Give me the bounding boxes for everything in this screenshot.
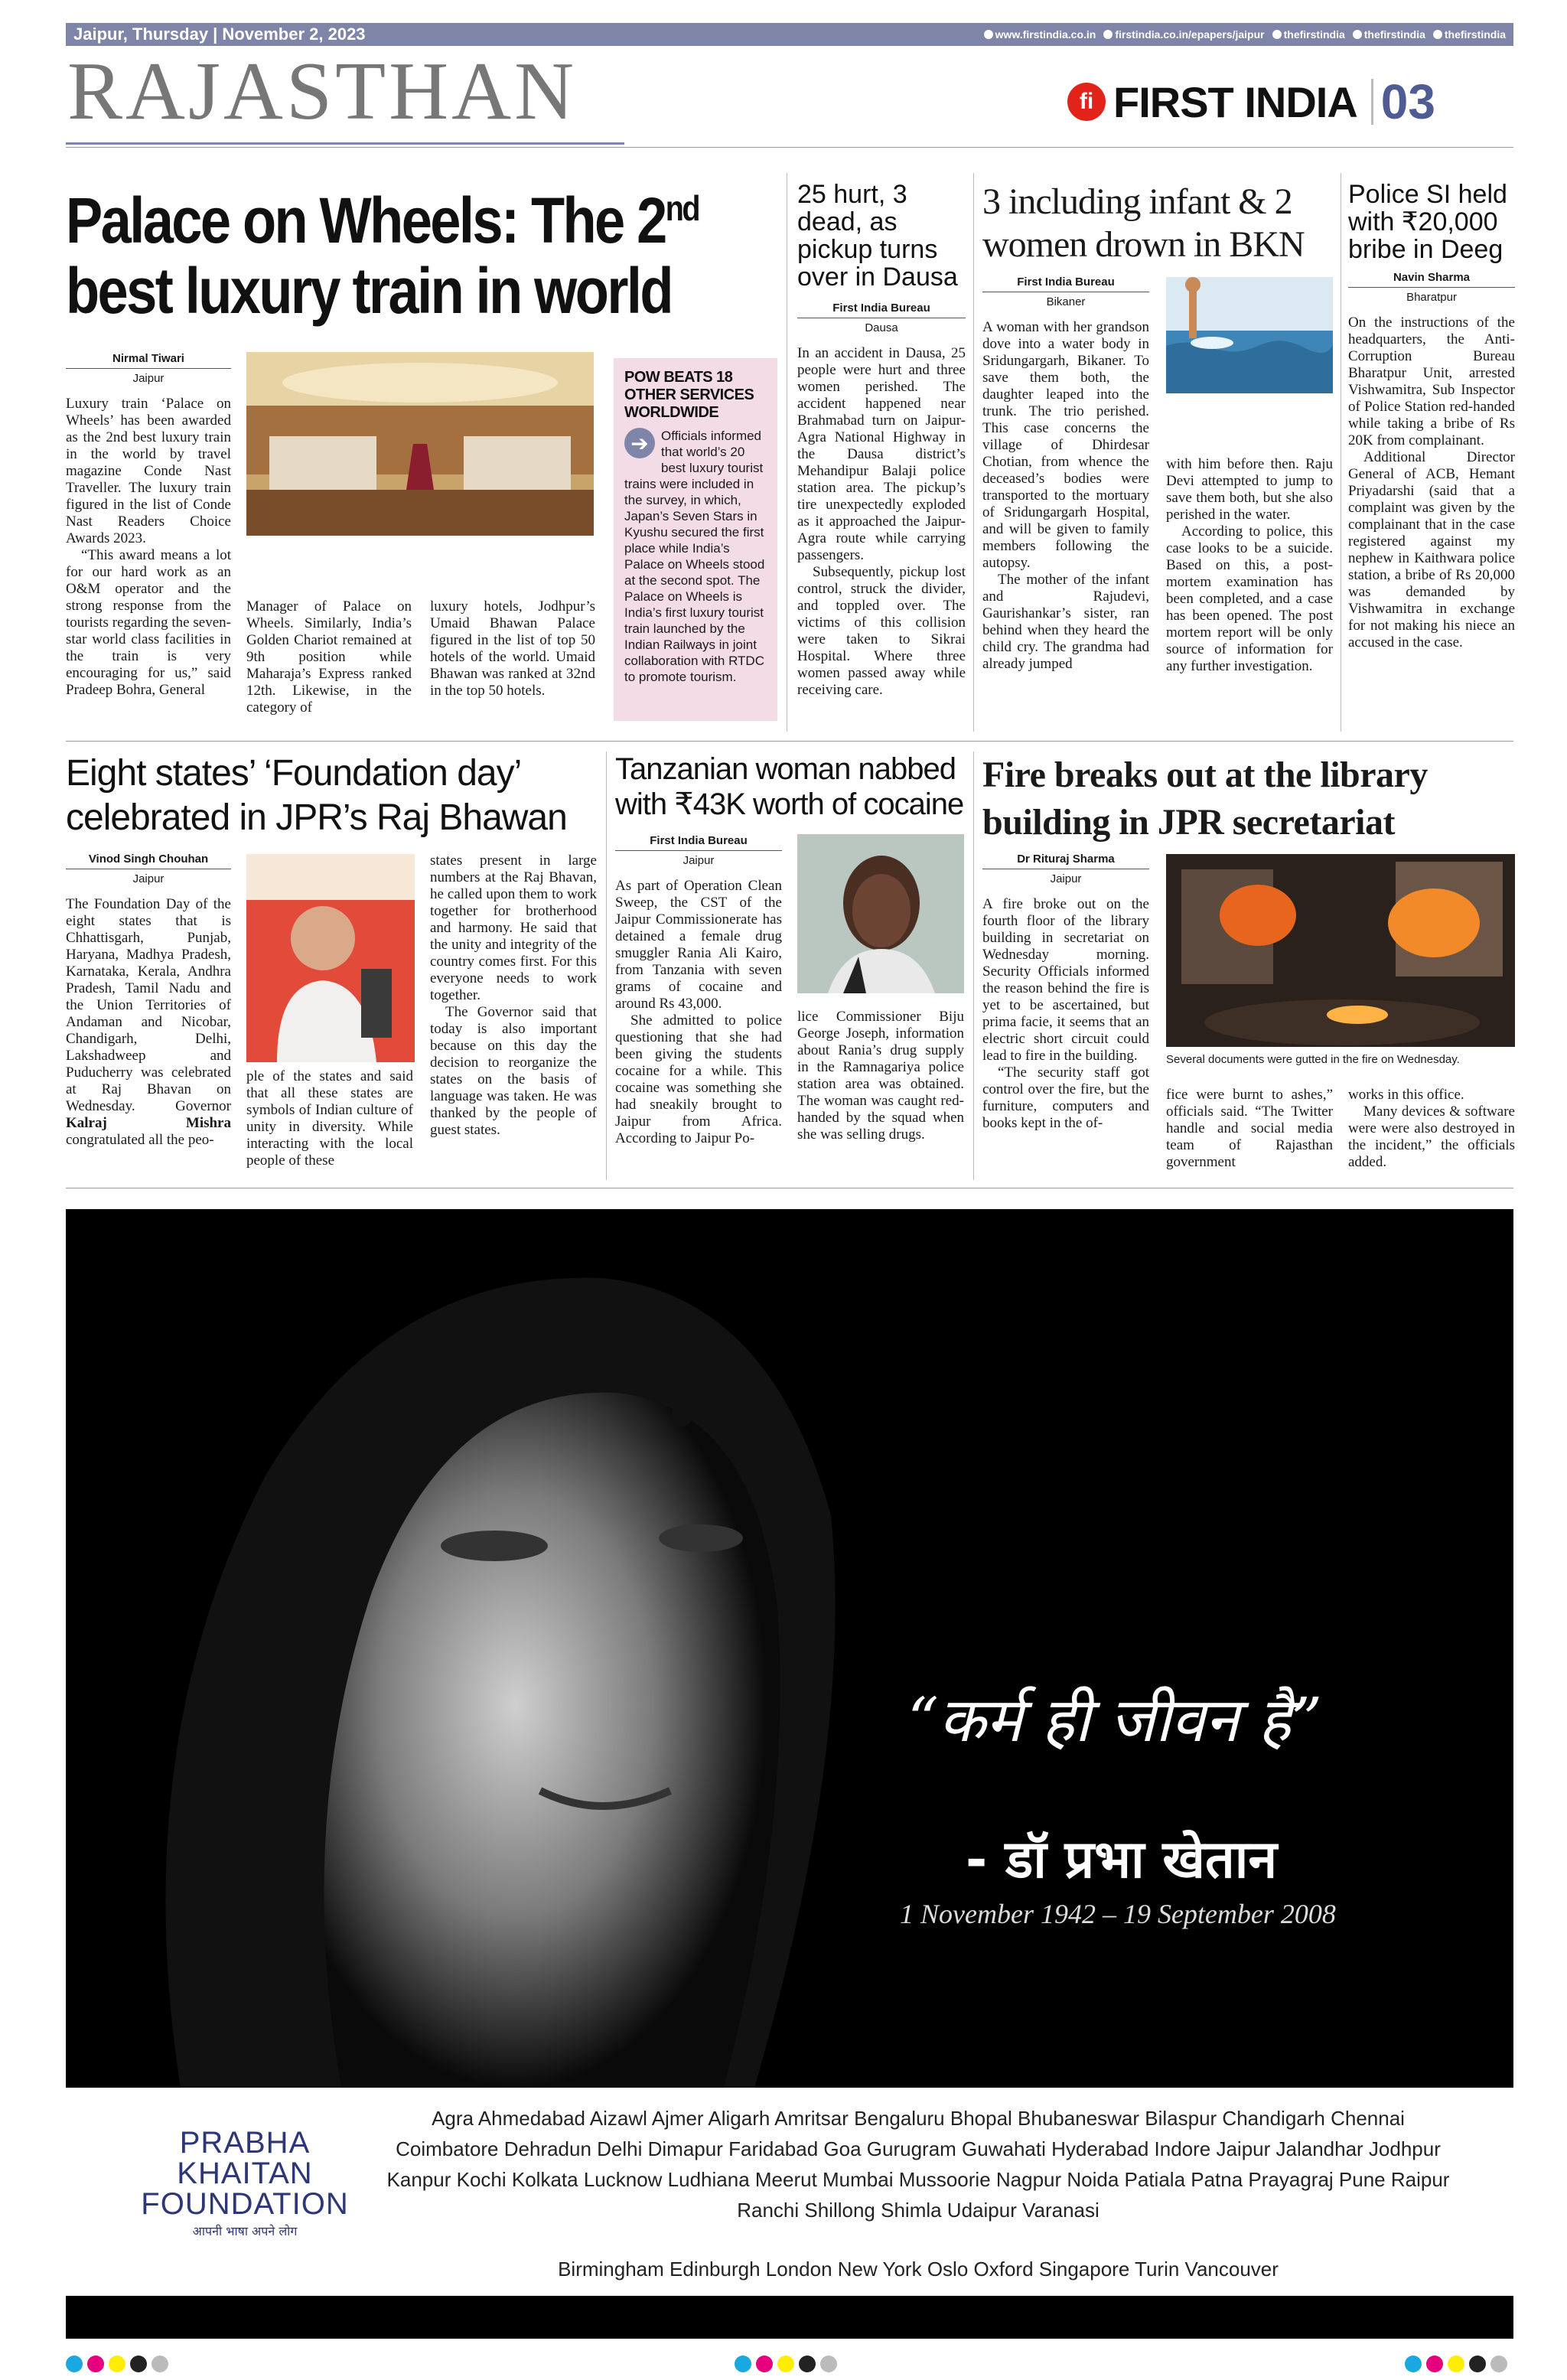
accused-photo xyxy=(797,834,964,993)
palace-column-2 xyxy=(246,598,412,716)
logo-line-3: FOUNDATION xyxy=(141,2187,349,2221)
top-bar xyxy=(66,23,1513,46)
article-deeg xyxy=(1348,181,1515,651)
yellow-dot xyxy=(109,2356,125,2372)
byline: Navin Sharma xyxy=(1348,271,1515,288)
cyan-dot xyxy=(1405,2356,1422,2372)
yellow-dot xyxy=(1448,2356,1464,2372)
registration-marks-right xyxy=(1405,2356,1507,2372)
row-divider xyxy=(66,741,1513,742)
registration-marks-center xyxy=(735,2356,837,2372)
byline: Dr Rituraj Sharma xyxy=(982,853,1149,869)
foundation-column-3 xyxy=(430,853,597,1139)
globe-icon xyxy=(984,30,993,39)
black-dot xyxy=(799,2356,816,2372)
brand-name: FIRST INDIA xyxy=(1113,77,1357,126)
dateline: Jaipur xyxy=(1050,872,1082,885)
article-headline: Police SI held with ₹20,000 bribe in Deeg xyxy=(1348,180,1507,264)
info-box-pow xyxy=(614,358,777,721)
dateline: Bharatpur xyxy=(1406,291,1457,304)
article-body: The Foundation Day of the eight states that is Chhattisgarh, Punjab, Haryana, Madhya Pradesh, Karnataka, Kerala, Andhra Pradesh, Tamil Nadu and the Union Territories of Andaman and Nicobar, Chandigarh, Delhi, Lakshadweep and Puducherry was celebrated at Raj Bhavan on Wednesday. Governor Kalraj Mishra congratulated all the peo- xyxy=(66,896,231,1148)
india-cities-list: Agra Ahmedabad Aizawl Ajmer Aligarh Amritsar Bengaluru Bhopal Bhubaneswar Bilaspur Chandigarh Chennai Coimbatore Dehradun Delhi Dimapur Faridabad Goa Gurugram Guwahati Hyderabad Indore Jaipur Jalandhar Jodhpur Kanpur Kochi Kolkata Lucknow Ludhiana Meerut Mumbai Mussoorie Nagpur Noida Patiala Patna Prayagraj Pune Raipur Ranchi Shillong Shimla Udaipur Varanasi xyxy=(386,2107,1450,2222)
dateline: Jaipur xyxy=(683,854,715,867)
fire-column-1 xyxy=(982,853,1149,1132)
edition-dateline: Jaipur, Thursday | November 2, 2023 xyxy=(73,24,366,44)
social-links xyxy=(984,28,1506,41)
palace-column-3 xyxy=(430,598,595,699)
x-link[interactable]: thefirstindia xyxy=(1272,28,1345,41)
cyan-dot xyxy=(66,2356,83,2372)
column-divider xyxy=(973,173,974,732)
byline: Nirmal Tiwari xyxy=(66,352,231,369)
article-headline: Eight states’ ‘Foundation day’ celebrated in JPR’s Raj Bhawan xyxy=(66,753,567,838)
portrait-image xyxy=(66,1209,1513,2088)
section-title: RAJASTHAN xyxy=(67,46,578,137)
x-icon xyxy=(1272,30,1282,39)
train-interior-photo xyxy=(246,352,594,536)
instagram-icon xyxy=(1433,30,1442,39)
article-body: On the instructions of the headquarters, the Anti-Corruption Bureau Bharatpur Unit, arrested Vishwamitra, Sub Inspector of Police Station red-handed while taking a bribe of Rs 20K from complainant. Additional Director General of ACB, Hemant Priyadarshi (said that a complaint was given by the complainant that in the case registered against my nephew in Kaithwara police station, a bribe of Rs 20,000 was demanded by Vishwamitra in exchange for not making his niece an accused in the case. xyxy=(1348,315,1515,650)
byline: First India Bureau xyxy=(982,275,1149,292)
fire-column-3 xyxy=(1348,1087,1515,1171)
magenta-dot xyxy=(1426,2356,1443,2372)
article-headline: 25 hurt, 3 dead, as pickup turns over in Dausa xyxy=(797,180,958,292)
prabha-khaitan-foundation-logo xyxy=(122,2127,367,2250)
cyan-dot xyxy=(735,2356,751,2372)
article-headline: Fire breaks out at the library building in JPR secretariat xyxy=(982,755,1428,843)
ad-author: - डॉ प्रभा खेतान xyxy=(966,1830,1278,1890)
article-body: A fire broke out on the fourth floor of the library building in secretariat on Wednesday morning. Security Officials informed the reason behind the fire is yet to be ascertained, but prima facie, it seems that an electric short circuit could lead to fire in the building. “The security staff got control over the fire, but the furniture, computers and books kept in the of- xyxy=(982,896,1149,1131)
instagram-link[interactable]: thefirstindia xyxy=(1433,28,1506,41)
article-body: A woman with her grandson dove into a water body in Sridungargarh, Bikaner. To save them both, the daughter leaped into the trunk. The trio perished. This case concerns the village of Dhirdesar Chotian, from whence the deceased’s bodies were transported to the mortuary of Sridungargarh Hospital, and will be given to family members following the autopsy. The mother of the infant and Rajudevi, Gaurishankar’s sister, ran behind when they heard the child cry. The grandma had already jumped xyxy=(982,319,1149,672)
website-link[interactable]: www.firstindia.co.in xyxy=(984,28,1096,41)
article-fire xyxy=(982,751,1518,846)
ad-life-dates: 1 November 1942 – 19 September 2008 xyxy=(900,1899,1336,1929)
bottom-band xyxy=(66,2296,1513,2339)
bkn-column-2 xyxy=(1166,456,1333,675)
article-body: lice Commissioner Biju George Joseph, information about Rania’s drug supply in the Ramnagariya police station area was obtained. The woman was caught red-handed by the squad when she was selling drugs. xyxy=(797,1009,964,1143)
article-foundation-day xyxy=(66,751,601,840)
article-body: Manager of Palace on Wheels. Similarly, India’s Golden Chariot remained at 9th position while Maharaja’s Express ranked 12th. Likewise, in the category of xyxy=(246,598,412,716)
facebook-icon xyxy=(1353,30,1362,39)
article-bkn xyxy=(982,181,1334,266)
article-body: luxury hotels, Jodhpur’s Umaid Bhawan Palace figured in the list of top 50 hotels of the world. Umaid Bhawan was ranked at 32nd in the top 50 hotels. xyxy=(430,598,595,699)
first-india-logo-icon: fi xyxy=(1067,83,1106,121)
bkn-column-1 xyxy=(982,275,1149,673)
info-box-text: Officials informed that world’s 20 best luxury tourist trains were included in the survey, in which, Japan’s Seven Stars in Kyushu secured the first place while India’s Palace on Wheels stood at the second spot. The Palace on Wheels is India’s first luxury tourist train launched by the Indian Railways in joint collaboration with RTDC to promote tourism. xyxy=(624,429,765,684)
article-body: works in this office. Many devices & software were were also destroyed in the incident,” the officials added. xyxy=(1348,1087,1515,1170)
article-palace-on-wheels xyxy=(66,173,777,326)
logo-line-2: KHAITAN xyxy=(177,2157,313,2190)
fire-photo xyxy=(1166,854,1515,1047)
epaper-link[interactable]: firstindia.co.in/epapers/jaipur xyxy=(1103,28,1264,41)
cocaine-column-1 xyxy=(615,834,782,1147)
gray-dot xyxy=(151,2356,168,2372)
drowning-illustration xyxy=(1166,277,1333,393)
foundation-column-2 xyxy=(246,1068,413,1169)
article-body: In an accident in Dausa, 25 people were hurt and three women perished. The accident happened near Brahmabad turn on Jaipur-Agra National Highway in the Dausa district’s Mehandipur Balaji police station area. The pickup’s tire unexpectedly exploded as it approached the Jaipur-Agra route while carrying passengers. Subsequently, pickup lost control, struck the divider, and toppled over. The victims of this collision were taken to Sikrai Hospital. Where three women passed away while receiving care. xyxy=(797,345,966,698)
foundation-column-1 xyxy=(66,853,231,1149)
article-headline: Tanzanian woman nabbed with ₹43K worth of cocaine xyxy=(615,752,964,821)
brand-separator xyxy=(1371,79,1373,125)
ad-quote: “कर्म ही जीवन है” xyxy=(907,1684,1323,1756)
section-underline xyxy=(66,142,624,145)
palace-column-1 xyxy=(66,352,231,699)
magenta-dot xyxy=(756,2356,773,2372)
registration-marks-left xyxy=(66,2356,168,2372)
article-cocaine xyxy=(615,751,967,822)
article-body: Luxury train ‘Palace on Wheels’ has been awarded as the 2nd best luxury train in the world by travel magazine Conde Nast Traveller. The luxury train figured in the list of Conde Nast Readers Choice Awards 2023. “This award means a lot for our hard work as an O&M operator and the strong response from the tourists regarding the seven-star world class facilities in the train is very encouraging for us,” said Pradeep Bohra, General xyxy=(66,396,231,698)
page-number: 03 xyxy=(1380,74,1435,129)
article-body: fice were burnt to ashes,” officials said. “The Twitter handle and social media team of Rajasthan government xyxy=(1166,1087,1333,1170)
gray-dot xyxy=(820,2356,837,2372)
play-icon xyxy=(1103,30,1113,39)
tribute-advertisement xyxy=(66,1209,1513,2088)
black-dot xyxy=(1469,2356,1486,2372)
byline: Vinod Singh Chouhan xyxy=(66,853,231,869)
logo-tagline: आपनी भाषा अपने लोग xyxy=(192,2224,298,2238)
dateline: Bikaner xyxy=(1046,295,1086,308)
article-headline: 3 including infant & 2 women drown in BKN xyxy=(982,181,1305,265)
black-dot xyxy=(130,2356,147,2372)
facebook-link[interactable]: thefirstindia xyxy=(1353,28,1425,41)
governor-photo xyxy=(246,854,415,1062)
arrow-right-icon: ➔ xyxy=(624,428,655,458)
header-divider xyxy=(66,147,1513,148)
cocaine-column-2 xyxy=(797,1009,964,1143)
photo-caption: Several documents were gutted in the fire on Wednesday. xyxy=(1166,1053,1460,1066)
fire-column-2 xyxy=(1166,1087,1333,1171)
byline: First India Bureau xyxy=(615,834,782,851)
gray-dot xyxy=(1490,2356,1507,2372)
world-cities-list: Birmingham Edinburgh London New York Oslo Oxford Singapore Turin Vancouver xyxy=(558,2258,1279,2281)
article-dausa xyxy=(797,181,966,699)
info-box-heading: POW BEATS 18 OTHER SERVICES WORLDWIDE xyxy=(624,369,754,421)
article-headline: Palace on Wheels: The 2nd best luxury train in world xyxy=(66,184,699,327)
article-body: states present in large numbers at the Raj Bhavan, he called upon them to work together for brotherhood and harmony. He said that the unity and integrity of the country comes first. For this everyone needs to work together. The Governor said that today is also important because on this day the decision to reorganize the states on the basis of language was taken. He was thanked by the people of guest states. xyxy=(430,853,597,1138)
magenta-dot xyxy=(87,2356,104,2372)
yellow-dot xyxy=(777,2356,794,2372)
byline: First India Bureau xyxy=(797,302,966,318)
column-divider xyxy=(973,751,974,1180)
article-body: with him before then. Raju Devi attempted to jump to save them both, but she also perished in the water. According to police, this case looks to be a suicide. Based on this, a post-mortem examination has been completed, and a case has been opened. The post mortem report will be only source of information for any further investigation. xyxy=(1166,456,1333,674)
dateline: Jaipur xyxy=(132,872,165,885)
dateline: Dausa xyxy=(865,321,898,334)
article-body: ple of the states and said that all these states are symbols of Indian culture of unity in diversity. While interacting with the local people of these xyxy=(246,1068,413,1169)
article-body: As part of Operation Clean Sweep, the CST of the Jaipur Commissionerate has detained a female drug smuggler Rania Ali Kairo, from Tanzania with seven grams of cocaine and around Rs 43,000. She admitted to police questioning that she had been giving the students cocaine for a while. This cocaine was something she had sneakily brought to Jaipur from Africa. According to Jaipur Po- xyxy=(615,878,782,1146)
column-divider xyxy=(606,751,607,1180)
dateline: Jaipur xyxy=(132,372,165,385)
logo-line-1: PRABHA xyxy=(179,2126,311,2160)
masthead-brand xyxy=(1067,73,1435,130)
